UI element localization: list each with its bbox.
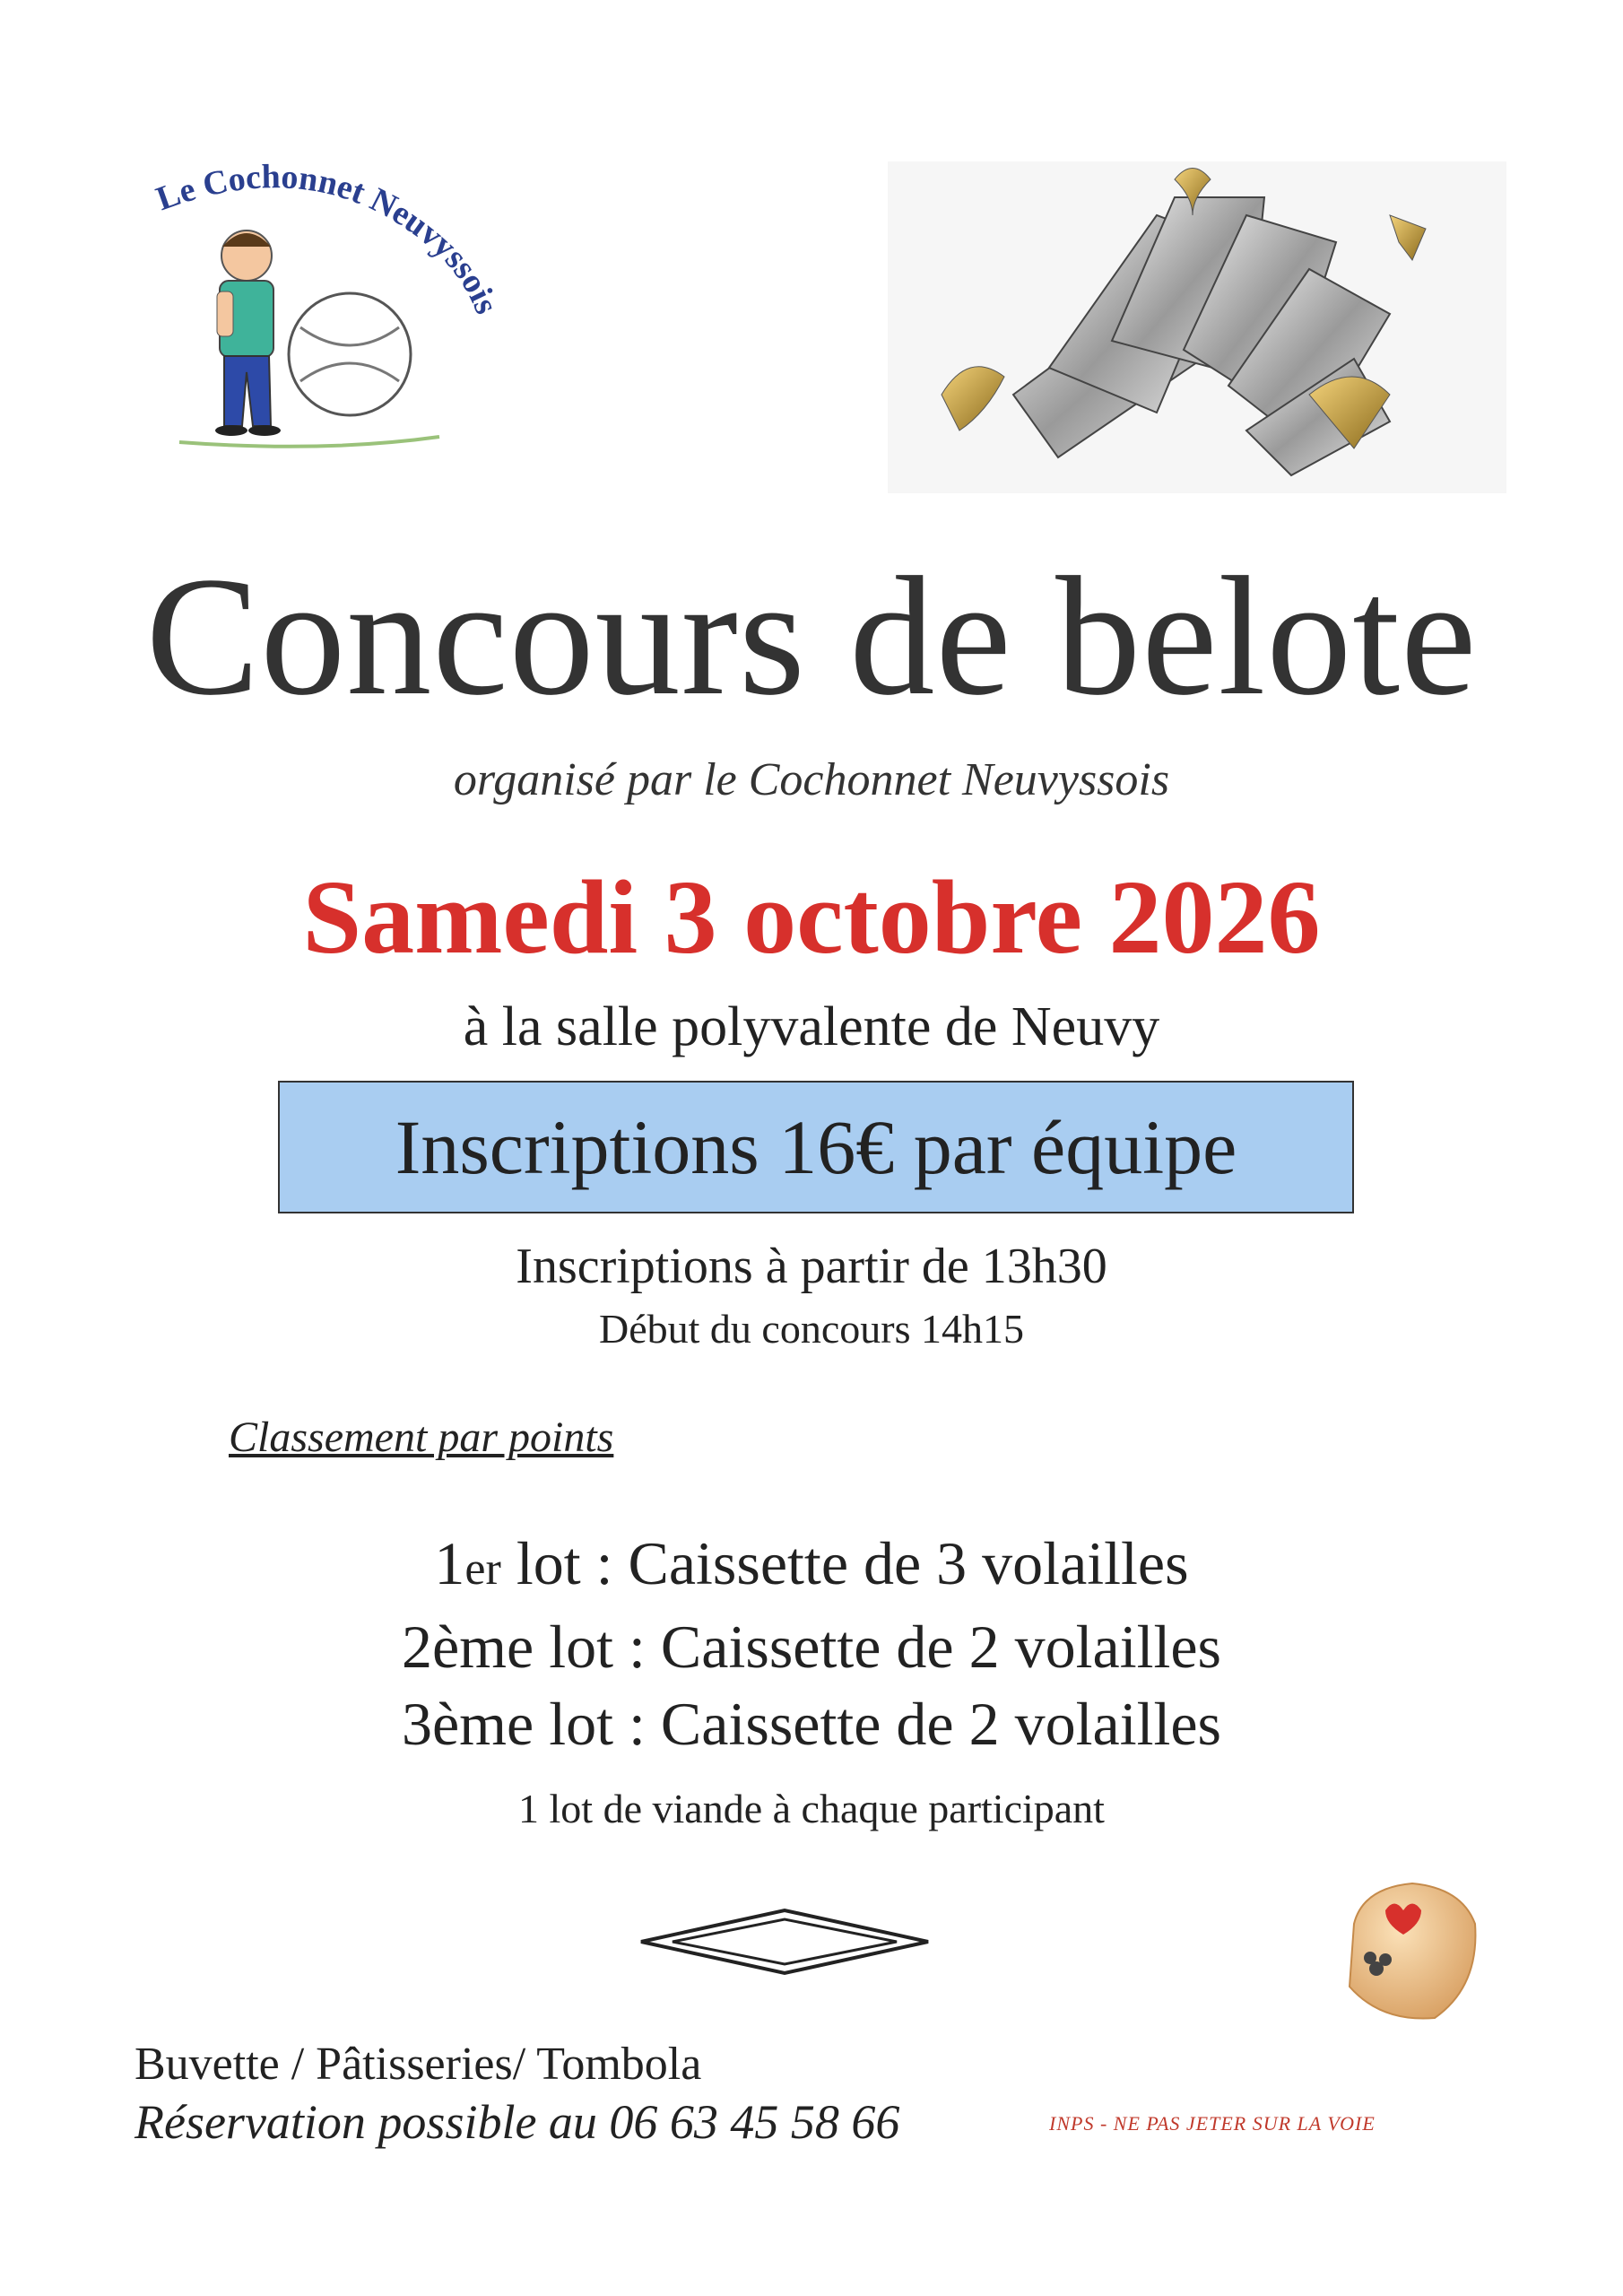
prize-rank: 3ème bbox=[401, 1690, 534, 1758]
mascot-logo-icon bbox=[143, 157, 547, 462]
prize-rank: 2ème bbox=[401, 1613, 534, 1681]
event-venue: à la salle polyvalente de Neuvy bbox=[463, 996, 1160, 1057]
prize-text: lot : Caissette de 3 volailles bbox=[500, 1529, 1189, 1597]
playing-cards-image bbox=[888, 161, 1506, 493]
poster-subtitle: organisé par le Cochonnet Neuvyssois bbox=[453, 754, 1170, 805]
prize-text: lot : Caissette de 2 volailles bbox=[534, 1690, 1222, 1758]
club-logo bbox=[143, 157, 547, 462]
prize-item-2 bbox=[0, 1608, 1623, 1685]
event-date: Samedi 3 octobre 2026 bbox=[302, 858, 1321, 976]
prize-text: lot : Caissette de 2 volailles bbox=[534, 1613, 1222, 1681]
prize-rank: 1 bbox=[434, 1529, 465, 1597]
prize-item-3 bbox=[0, 1685, 1623, 1762]
contest-start-time: Début du concours 14h15 bbox=[599, 1306, 1024, 1352]
participant-lot: 1 lot de viande à chaque participant bbox=[518, 1786, 1105, 1831]
registration-fee: Inscriptions 16€ par équipe bbox=[395, 1104, 1237, 1190]
diamond-divider bbox=[637, 1906, 933, 1978]
ranking-method: Classement par points bbox=[229, 1413, 614, 1461]
reservation-line: Réservation possible au 06 63 45 58 66 bbox=[135, 2095, 900, 2149]
registration-fee-box bbox=[278, 1081, 1354, 1213]
prize-list bbox=[0, 1525, 1623, 1762]
diamond-divider-icon bbox=[637, 1906, 933, 1978]
logo-text: Le Cochonnet Neuvyssois bbox=[151, 158, 506, 319]
prize-rank-suffix: er bbox=[464, 1544, 501, 1595]
refreshments-line: Buvette / Pâtisseries/ Tombola bbox=[135, 2039, 702, 2090]
dice-icon bbox=[1327, 1870, 1488, 2031]
prize-item-1 bbox=[0, 1525, 1623, 1608]
playing-cards-icon bbox=[888, 161, 1506, 493]
disposal-notice: INPS - NE PAS JETER SUR LA VOIE bbox=[1049, 2112, 1376, 2135]
registration-time: Inscriptions à partir de 13h30 bbox=[516, 1239, 1107, 1294]
poster-title: Concours de belote bbox=[145, 543, 1478, 731]
dice-image bbox=[1327, 1870, 1488, 2031]
